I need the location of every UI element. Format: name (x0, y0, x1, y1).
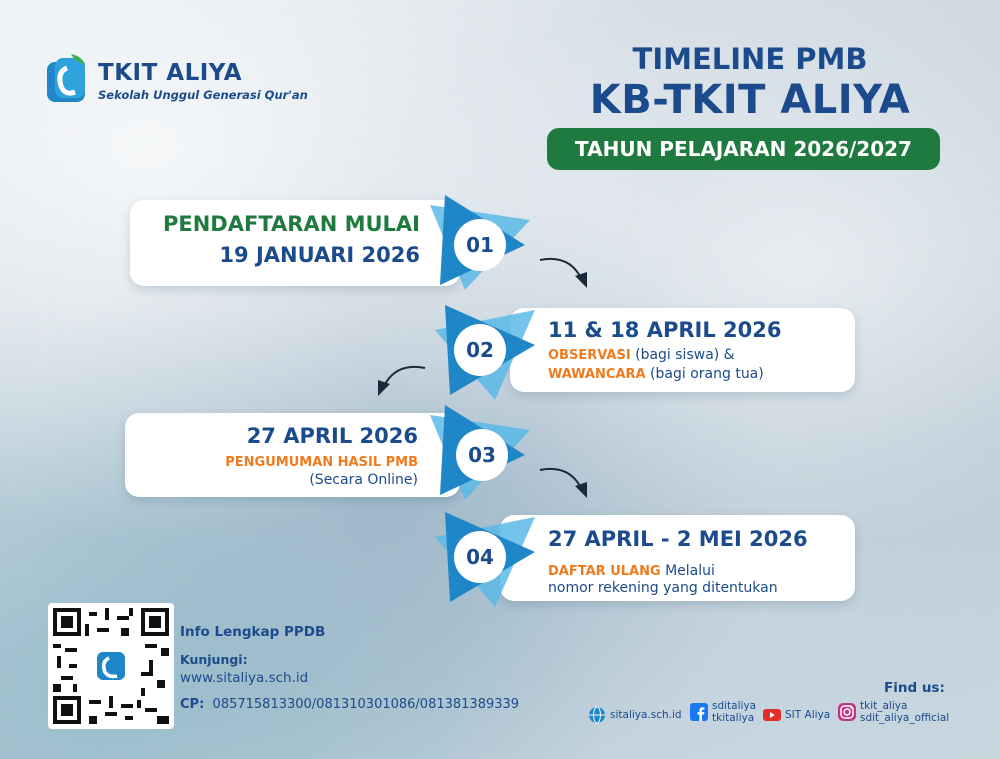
step-1-title: PENDAFTARAN MULAI (163, 212, 420, 236)
info-title: Info Lengkap PPDB (180, 624, 326, 640)
find-us-label: Find us: (884, 680, 945, 696)
school-name: TKIT ALIYA (98, 60, 243, 86)
website-handle: sitaliya.sch.id (610, 709, 682, 721)
instagram-handle-2: sdit_aliya_official (860, 712, 950, 724)
step-3-date: 27 APRIL 2026 (246, 424, 418, 448)
step-2-number: 02 (466, 338, 494, 362)
contact-phones (180, 697, 519, 712)
facebook-handle-1: sditaliya (712, 700, 757, 712)
step-3-text: (Secara Online) (309, 472, 418, 488)
step-2-line-1 (548, 347, 735, 363)
step-3-badge (420, 400, 540, 510)
step-2-highlight-2: WAWANCARA (548, 367, 646, 382)
step-4-number: 04 (466, 545, 494, 569)
step-2-badge (425, 295, 545, 405)
step-1-badge (420, 190, 540, 300)
timeline-title: TIMELINE PMB (632, 42, 868, 76)
school-title: KB-TKIT ALIYA (589, 77, 911, 123)
step-3-number: 03 (468, 443, 496, 467)
step-4-text-2: nomor rekening yang ditentukan (548, 580, 778, 596)
step-4-line-1 (548, 563, 715, 579)
social-facebook[interactable] (690, 700, 756, 724)
instagram-icon (838, 703, 856, 721)
curved-arrow-icon (535, 252, 595, 292)
instagram-handle-1: tkit_aliya (860, 700, 908, 712)
youtube-icon (763, 706, 781, 724)
curved-arrow-icon (370, 360, 430, 400)
youtube-handle: SIT Aliya (785, 709, 831, 721)
step-2-text-2: (bagi orang tua) (645, 366, 764, 382)
social-instagram[interactable] (838, 700, 949, 724)
academic-year-badge: TAHUN PELAJARAN 2026/2027 (547, 128, 940, 170)
curved-arrow-icon (535, 462, 595, 502)
facebook-icon (690, 703, 708, 721)
social-youtube[interactable] (763, 706, 830, 724)
school-logo (45, 52, 93, 104)
step-1-number: 01 (466, 233, 494, 257)
website-link[interactable]: www.sitaliya.sch.id (180, 670, 309, 686)
qr-code (48, 603, 174, 729)
globe-icon (588, 706, 606, 724)
facebook-handle-2: tkitaliya (712, 712, 755, 724)
step-4-highlight: DAFTAR ULANG (548, 564, 661, 579)
step-4-badge (425, 502, 545, 612)
school-tagline: Sekolah Unggul Generasi Qur'an (98, 88, 308, 102)
step-1-date: 19 JANUARI 2026 (219, 243, 420, 267)
step-2-line-2 (548, 366, 764, 382)
step-4-date: 27 APRIL - 2 MEI 2026 (548, 527, 808, 551)
step-3-highlight: PENGUMUMAN HASIL PMB (225, 455, 418, 470)
social-website[interactable] (588, 706, 682, 724)
cp-numbers: 085715813300/081310301086/081381389339 (212, 697, 520, 712)
step-2-text-1: (bagi siswa) & (630, 347, 735, 363)
cp-label: CP: (180, 697, 205, 712)
step-2-date: 11 & 18 APRIL 2026 (548, 318, 782, 342)
visit-label: Kunjungi: (180, 652, 248, 667)
step-4-text-1: Melalui (660, 563, 715, 579)
step-2-highlight-1: OBSERVASI (548, 348, 631, 363)
